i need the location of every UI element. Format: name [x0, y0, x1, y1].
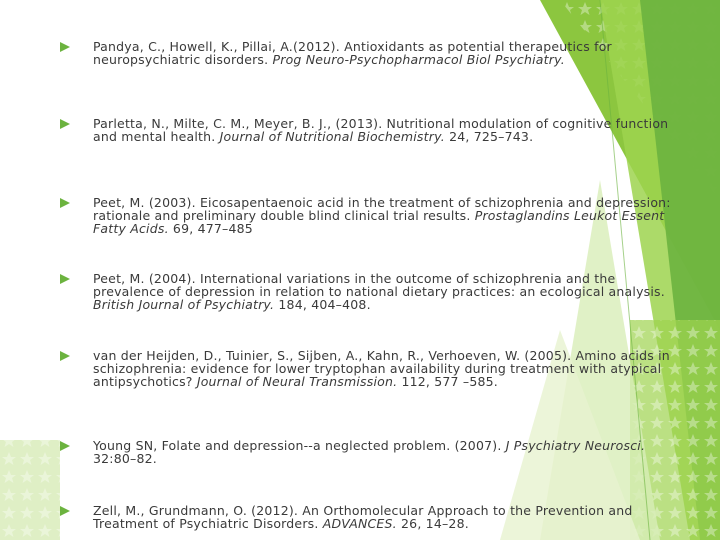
- reference-item: [60, 504, 673, 530]
- reference-text: Parletta, N., Milte, C. M., Meyer, B. J., (2013). Nutritional modulation of cognitive function and mental health.: [93, 116, 669, 144]
- reference-journal: ADVANCES.: [322, 516, 397, 531]
- reference-journal: Journal of Neural Transmission.: [196, 374, 398, 389]
- reference-journal: J Psychiatry Neurosci.: [505, 438, 646, 453]
- bullet-arrow-icon: [60, 274, 70, 284]
- reference-citation: 112, 577 –585.: [397, 374, 498, 389]
- reference-text: van der Heijden, D., Tuinier, S., Sijben, A., Kahn, R., Verhoeven, W. (2005). Amino acids in schizophrenia: evidence for lower tryptophan availability during treatment with atypical antipsychotics?: [93, 348, 670, 389]
- bullet-arrow-icon: [60, 351, 70, 361]
- reference-citation: 184, 404–408.: [274, 297, 371, 312]
- reference-journal: Prostaglandins Leukot Essent Fatty Acids.: [93, 208, 665, 236]
- reference-item: [60, 40, 673, 66]
- reference-item: [60, 272, 673, 311]
- bullet-arrow-icon: [60, 198, 70, 208]
- reference-journal: British Journal of Psychiatry.: [93, 297, 275, 312]
- reference-text: Pandya, C., Howell, K., Pillai, A.(2012). Antioxidants as potential therapeutics for neuropsychiatric disorders.: [93, 39, 612, 67]
- reference-text: Peet, M. (2003). Eicosapentaenoic acid in the treatment of schizophrenia and depression: rationale and preliminary double blind clinical trial results.: [93, 195, 671, 223]
- reference-text: Young SN, Folate and depression--a neglected problem. (2007).: [93, 438, 506, 453]
- reference-citation: 69, 477–485: [168, 221, 253, 236]
- reference-item: [60, 117, 673, 143]
- bullet-arrow-icon: [60, 42, 70, 52]
- reference-item: [60, 349, 673, 388]
- bullet-arrow-icon: [60, 506, 70, 516]
- reference-text: Peet, M. (2004). International variations in the outcome of schizophrenia and the prevalence of depression in relation to national dietary practices: an ecological analysis.: [93, 271, 665, 299]
- reference-journal: Journal of Nutritional Biochemistry.: [219, 129, 445, 144]
- bullet-arrow-icon: [60, 441, 70, 451]
- reference-citation: 32:80–82.: [93, 451, 157, 466]
- bullet-arrow-icon: [60, 119, 70, 129]
- reference-item: [60, 196, 673, 235]
- reference-citation: 24, 725–743.: [444, 129, 534, 144]
- reference-text: Zell, M., Grundmann, O. (2012). An Orthomolecular Approach to the Prevention and Treatment of Psychiatric Disorders.: [93, 503, 633, 531]
- reference-item: [60, 439, 673, 465]
- reference-citation: 26, 14–28.: [396, 516, 469, 531]
- reference-journal: Prog Neuro-Psychopharmacol Biol Psychiatry.: [272, 52, 565, 67]
